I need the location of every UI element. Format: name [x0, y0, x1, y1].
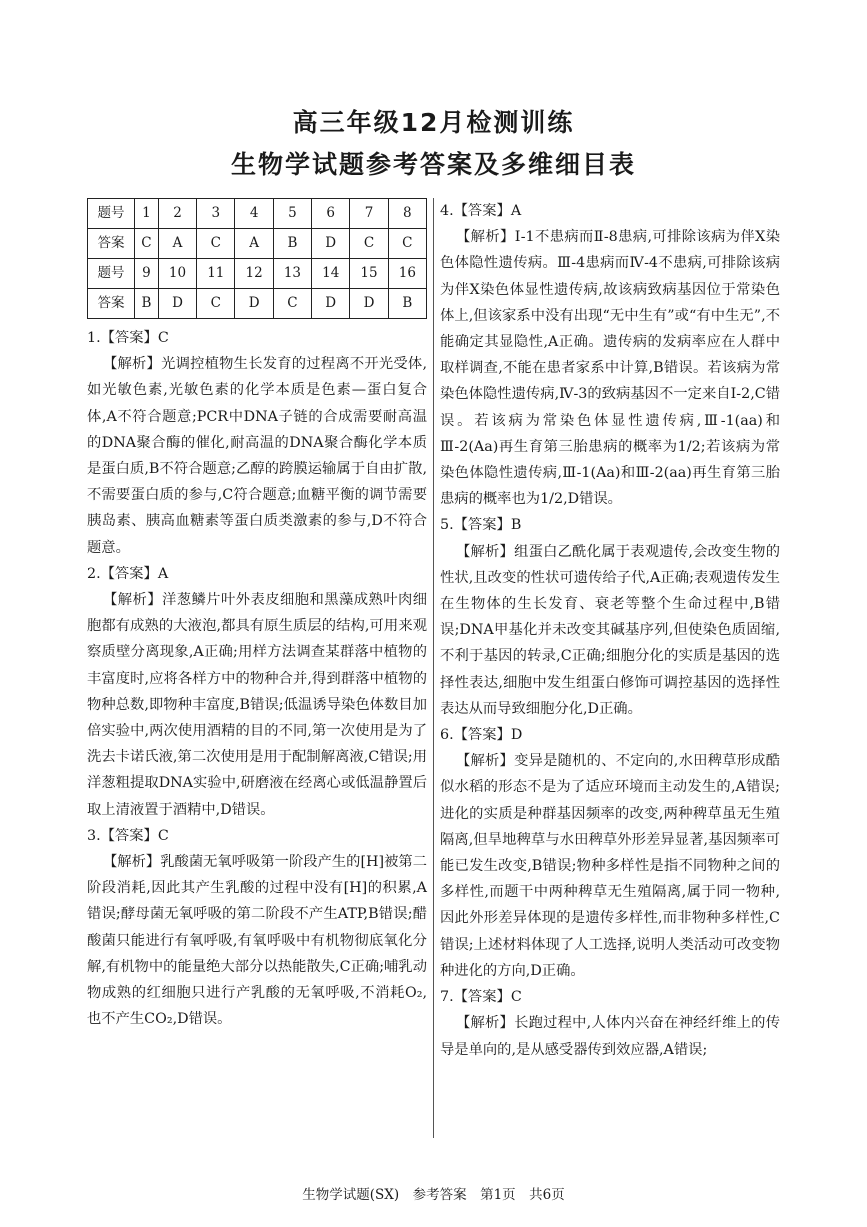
explanation: 【解析】Ⅰ-1不患病而Ⅱ-8患病,可排除该病为伴X染色体隐性遗传病。Ⅲ-4患病而Ⅳ-4不患病,可排除该病为伴X染色体显性遗传病,故该病致病基因位于常染色体上,但该家系中没有出现“无中生有”或“有中生无”,不能确定其显隐性,A正确。遗传病的发病率应在人群中取样调查,不能在患者家系中计算,B错误。若该病为常染色体隐性遗传病,Ⅳ-3的致病基因不一定来自Ⅰ-2,C错误。若该病为常染色体显性遗传病,Ⅲ-1(aa)和Ⅲ-2(Aa)再生育第三胎患病的概率为1/2;若该病为常染色体隐性遗传病,Ⅲ-1(Aa)和Ⅲ-2(aa)再生育第三胎患病的概率也为1/2,D错误。: [440, 229, 780, 508]
answer-heading: 3.【答案】C: [87, 827, 169, 844]
table-cell: 15: [350, 259, 388, 289]
table-cell: D: [312, 229, 350, 259]
answer-heading: 1.【答案】C: [87, 330, 169, 346]
table-cell: 11: [197, 259, 235, 289]
answer-heading: 5.【答案】B: [440, 517, 522, 534]
explanation: 【解析】光调控植物生长发育的过程离不开光受体,如光敏色素,光敏色素的化学本质是色素—蛋白复合体,A不符合题意;PCR中DNA子链的合成需要耐高温的DNA聚合酶的催化,耐高温的DNA聚合酶化学本质是蛋白质,B不符合题意;乙醇的跨膜运输属于自由扩散,不需要蛋白质的参与,C符合题意;血糖平衡的调节需要胰岛素、胰高血糖素等蛋白质类激素的参与,D不符合题意。: [87, 356, 427, 556]
table-cell: C: [135, 229, 159, 259]
answer-heading: 2.【答案】A: [87, 565, 169, 582]
table-cell: 13: [273, 259, 311, 289]
table-cell: 4: [235, 199, 273, 229]
table-cell: D: [158, 289, 196, 319]
answer-heading: 7.【答案】C: [440, 989, 522, 1006]
table-cell: C: [350, 229, 388, 259]
page-title-line2: 生物学试题参考答案及多维细目表: [230, 150, 636, 179]
table-cell: C: [388, 229, 426, 259]
table-cell: A: [235, 229, 273, 259]
table-row: [88, 199, 427, 229]
explanation: 【解析】乳酸菌无氧呼吸第一阶段产生的[H]被第二阶段消耗,因此其产生乳酸的过程中没有[H]的积累,A错误;酵母菌无氧呼吸的第二阶段不产生ATP,B错误;醋酸菌只能进行有氧呼吸,有氧呼吸中有机物彻底氧化分解,有机物中的能量绝大部分以热能散失,C正确;哺乳动物成熟的红细胞只进行产乳酸的无氧呼吸,不消耗O₂,也不产生CO₂,D错误。: [87, 854, 427, 1028]
table-cell: C: [197, 229, 235, 259]
table-row: [88, 259, 427, 289]
page-footer: 生物学试题(SX) 参考答案 第1页 共6页: [302, 1187, 565, 1203]
table-cell: D: [312, 289, 350, 319]
answer-heading: 4.【答案】A: [440, 203, 522, 219]
answer-table: [87, 198, 427, 319]
table-cell: 3: [197, 199, 235, 229]
table-row: [88, 289, 427, 319]
table-cell: C: [197, 289, 235, 319]
explanation: 【解析】变异是随机的、不定向的,水田稗草形成酷似水稻的形态不是为了适应环境而主动发生的,A错误;进化的实质是种群基因频率的改变,两种稗草虽无生殖隔离,但旱地稗草与水田稗草外形差异显著,基因频率可能已发生改变,B错误;物种多样性是指不同物种之间的多样性,而题干中两种稗草无生殖隔离,属于同一物种,因此外形差异体现的是遗传多样性,而非物种多样性,C错误;上述材料体现了人工选择,说明人类活动可改变物种进化的方向,D正确。: [440, 753, 780, 979]
right-column: [440, 198, 780, 1063]
table-row: [88, 229, 427, 259]
table-cell: 答案: [88, 229, 135, 259]
table-cell: 8: [388, 199, 426, 229]
table-cell: 答案: [88, 289, 135, 319]
table-cell: 题号: [88, 199, 135, 229]
table-cell: 5: [273, 199, 311, 229]
explanation: 【解析】长跑过程中,人体内兴奋在神经纤维上的传导是单向的,是从感受器传到效应器,A错误;: [440, 1015, 780, 1058]
answer-heading: 6.【答案】D: [440, 727, 523, 744]
explanation: 【解析】组蛋白乙酰化属于表观遗传,会改变生物的性状,且改变的性状可遗传给子代,A正确;表观遗传发生在生物体的生长发育、衰老等整个生命过程中,B错误;DNA甲基化并未改变其碱基序列,但使染色质固缩,不利于基因的转录,C正确;细胞分化的实质是基因的选择性表达,细胞中发生组蛋白修饰可调控基因的选择性表达从而导致细胞分化,D正确。: [440, 543, 780, 717]
table-cell: D: [350, 289, 388, 319]
table-cell: 1: [135, 199, 159, 229]
table-cell: 9: [135, 259, 159, 289]
table-cell: 7: [350, 199, 388, 229]
table-cell: B: [273, 229, 311, 259]
column-divider: [433, 198, 434, 1138]
table-cell: 6: [312, 199, 350, 229]
explanation: 【解析】洋葱鳞片叶外表皮细胞和黑藻成熟叶肉细胞都有成熟的大液泡,都具有原生质层的结构,可用来观察质壁分离现象,A正确;用样方法调查某群落中植物的丰富度时,应将各样方中的物种合并,得到群落中植物的物种总数,即物种丰富度,B错误;低温诱导染色体数目加倍实验中,两次使用酒精的目的不同,第一次使用是为了洗去卡诺氏液,第二次使用是用于配制解离液,C错误;用洋葱粗提取DNA实验中,研磨液在经离心或低温静置后取上清液置于酒精中,D错误。: [87, 592, 427, 818]
table-cell: B: [388, 289, 426, 319]
table-cell: A: [158, 229, 196, 259]
table-cell: C: [273, 289, 311, 319]
table-cell: 12: [235, 259, 273, 289]
table-cell: D: [235, 289, 273, 319]
table-cell: 14: [312, 259, 350, 289]
table-cell: B: [135, 289, 159, 319]
table-cell: 2: [158, 199, 196, 229]
left-column: [87, 198, 427, 1032]
table-cell: 题号: [88, 259, 135, 289]
page-title-line1: 高三年级12月检测训练: [292, 108, 575, 137]
table-cell: 16: [388, 259, 426, 289]
table-cell: 10: [158, 259, 196, 289]
